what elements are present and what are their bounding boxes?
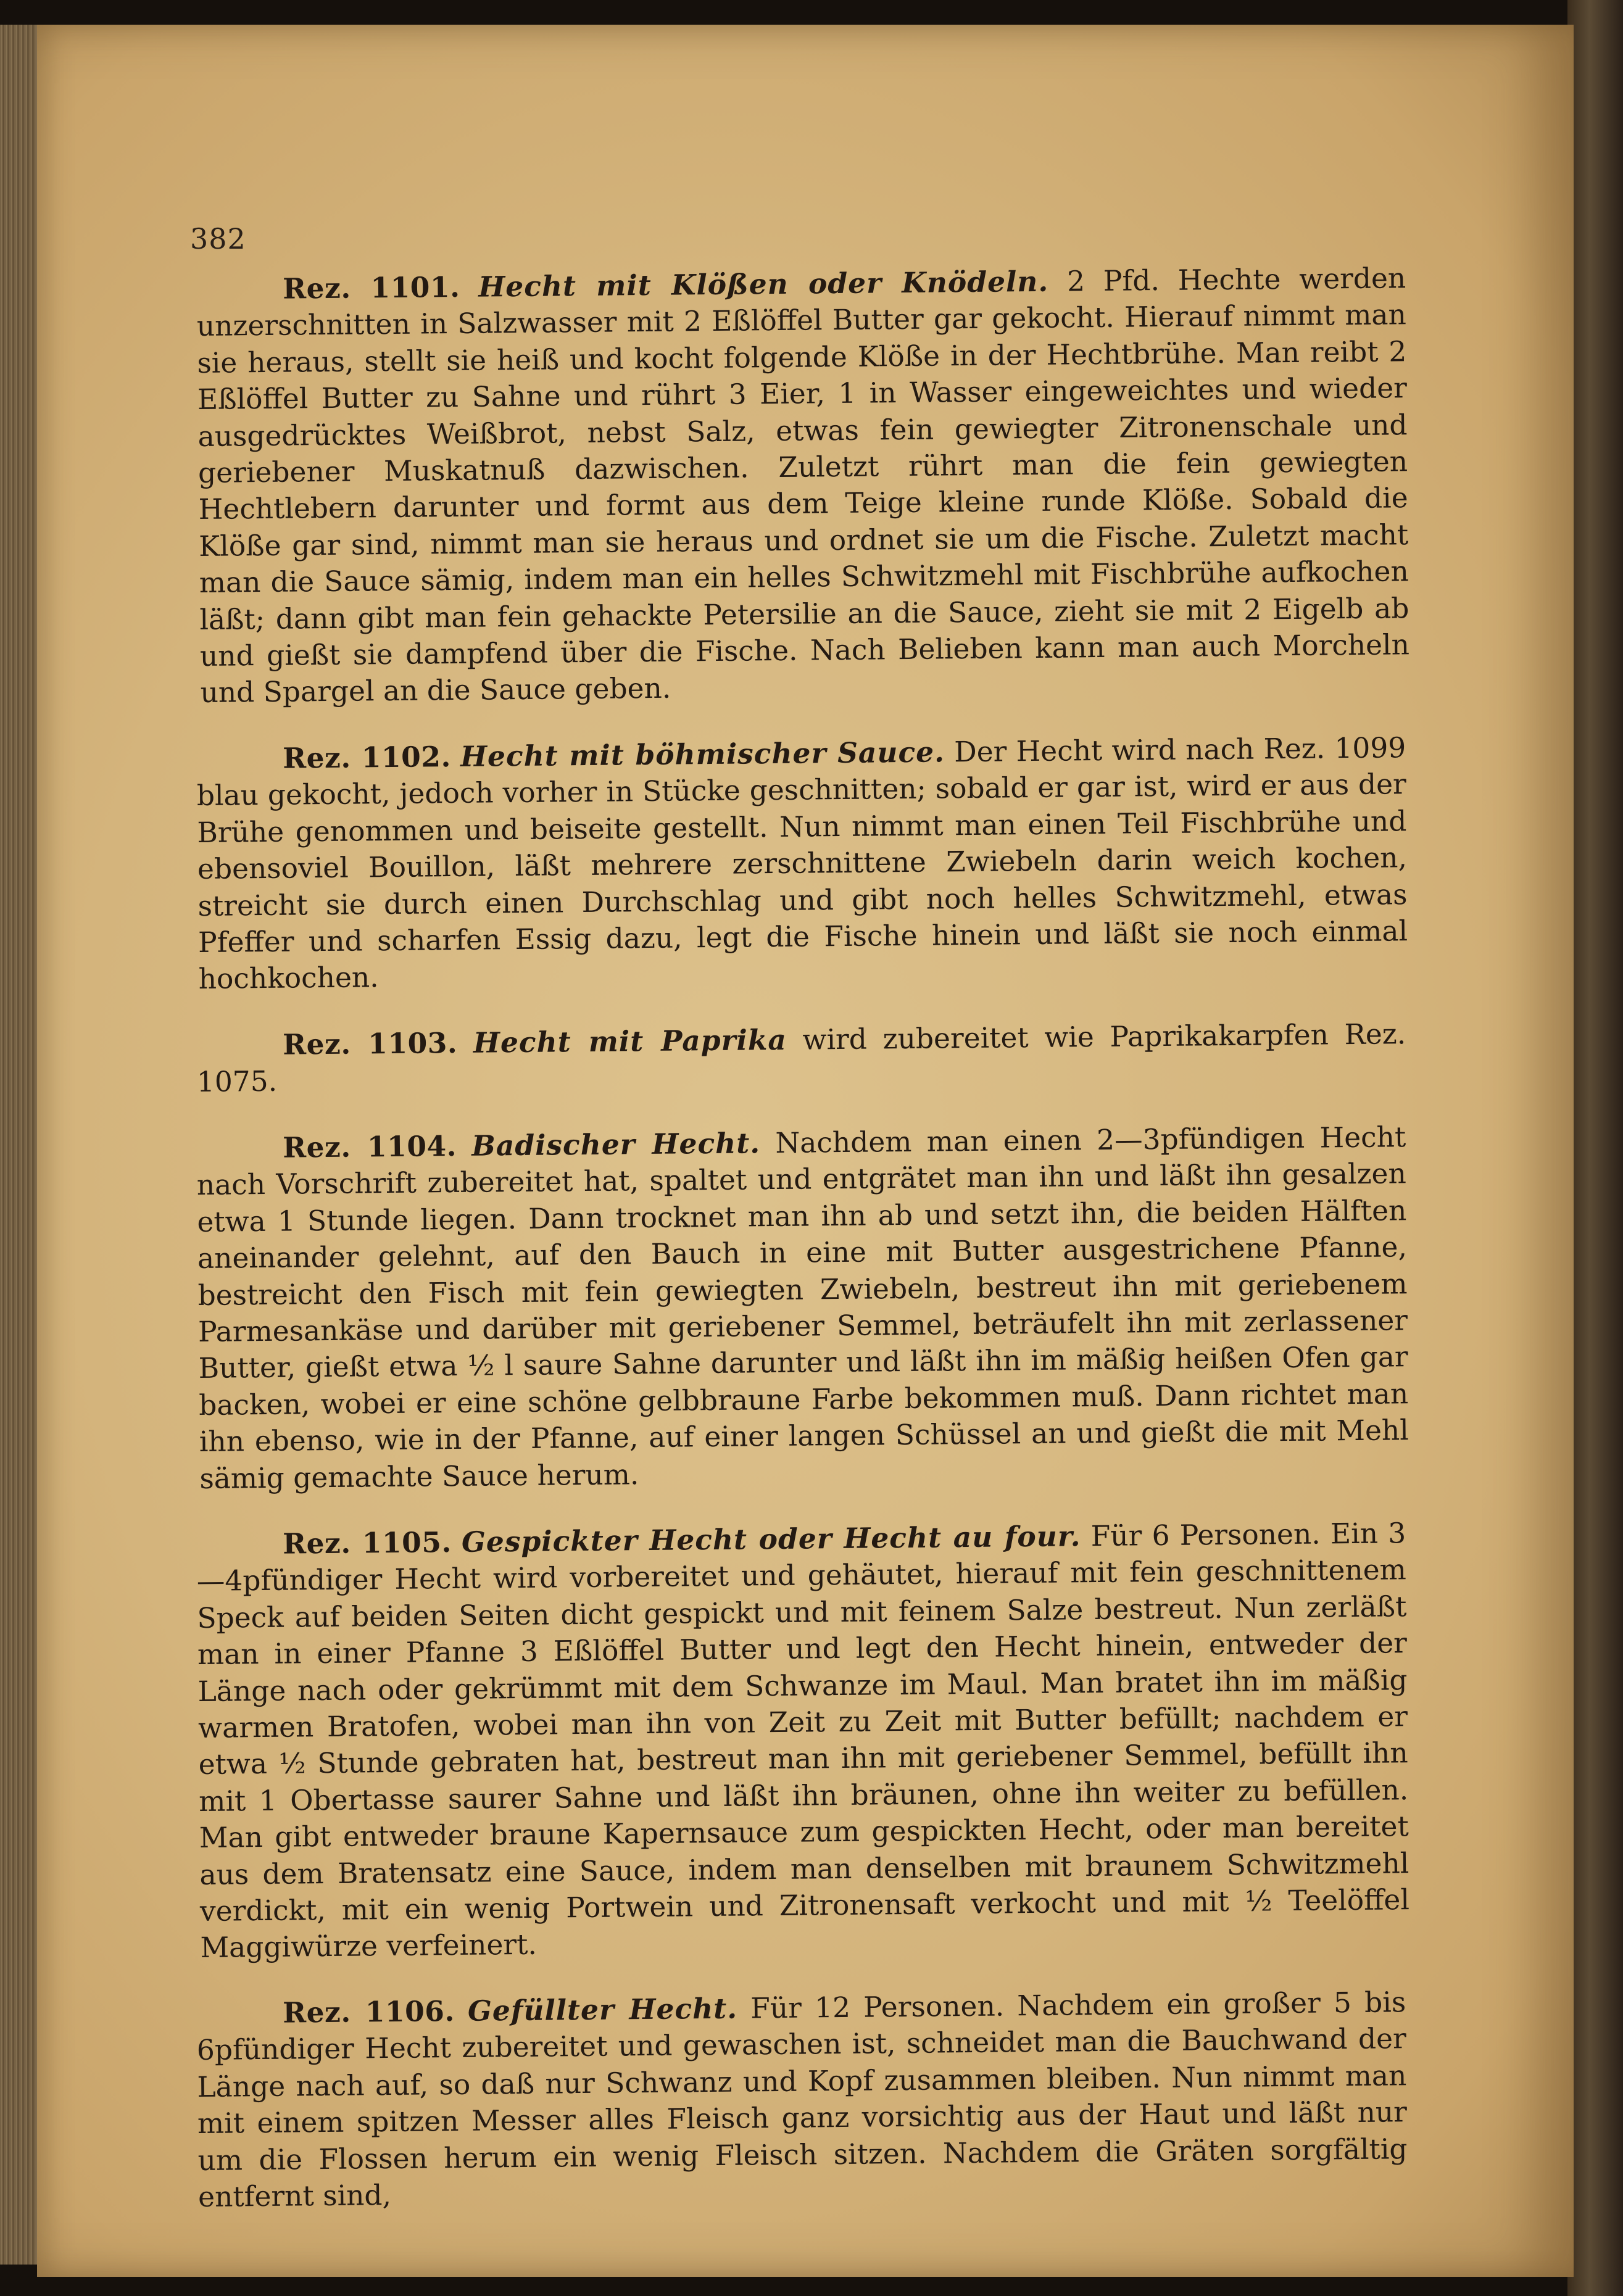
recipe-number: Rez. 1105. <box>283 1525 452 1560</box>
recipe-1104 <box>196 1119 1409 1497</box>
book-spine <box>1567 0 1623 2296</box>
recipe-title: Badischer Hecht. <box>471 1125 761 1163</box>
recipe-title: Hecht mit Paprika <box>473 1022 787 1059</box>
recipe-body: Für 6 Personen. Ein 3—4pfündiger Hecht wird vorbereitet und gehäutet, hierauf mit fein geschnittenem Speck auf beiden Seiten dicht gespickt und mit feinem Salze bestreut. Nun zerläßt man in einer Pfanne 3 Eßlöffel Butter und legt den Hecht hinein, entweder der Länge nach oder gekrümmt mit dem Schwanze im Maul. Man bratet ihn im mäßig warmen Bratofen, wobei man ihn von Zeit zu Zeit mit Butter befüllt; nachdem er etwa ½ Stunde gebraten hat, bestreut man ihn mit geriebener Semmel, befüllt ihn mit 1 Obertasse saurer Sahne und läßt ihn bräunen, ohne ihn weiter zu befüllen. Man gibt entweder braune Kapernsauce zum gespickten Hecht, oder man bereitet aus dem Bratensatz eine Sauce, indem man denselben mit braunem Schwitzmehl verdickt, mit ein wenig Portwein und Zitronensaft verkocht und mit ½ Teelöffel Maggiwürze verfeinert. <box>196 1516 1410 1965</box>
recipe-body: 2 Pfd. Hechte werden unzerschnitten in Salzwasser mit 2 Eßlöffel Butter gar gekocht. Hierauf nimmt man sie heraus, stellt sie heiß und kocht folgende Klöße in der Hechtbrühe. Man reibt 2 Eßlöffel Butter zu Sahne und rührt 3 Eier, 1 in Wasser eingeweichtes und wieder ausgedrücktes Weißbrot, nebst Salz, etwas fein gewiegter Zitronenschale und geriebener Muskatnuß dazwischen. Zuletzt rührt man die fein gewiegten Hechtlebern darunter und formt aus dem Teige kleine runde Klöße. Sobald die Klöße gar sind, nimmt man sie heraus und ordnet sie um die Fische. Zuletzt macht man die Sauce sämig, indem man ein helles Schwitzmehl mit Fischbrühe aufkochen läßt; dann gibt man fein gehackte Petersilie an die Sauce, zieht sie mit 2 Eigelb ab und gießt sie dampfend über die Fische. Nach Belieben kann man auch Morcheln und Spargel an die Sauce geben. <box>196 262 1410 710</box>
recipe-1106 <box>196 1984 1408 2216</box>
recipe-1101 <box>196 260 1410 711</box>
recipe-number: Rez. 1102. <box>283 739 452 775</box>
recipe-text-block <box>196 262 1410 2245</box>
recipe-number: Rez. 1106. <box>283 1994 455 2030</box>
recipe-number: Rez. 1104. <box>283 1129 457 1164</box>
recipe-1105 <box>196 1515 1410 1967</box>
recipe-1102 <box>196 729 1408 998</box>
recipe-title: Hecht mit Klößen oder Knödeln. <box>478 264 1049 304</box>
recipe-title: Gespickter Hecht oder Hecht au four. <box>461 1519 1081 1559</box>
recipe-number: Rez. 1101. <box>283 270 460 305</box>
page-number: 382 <box>190 222 246 255</box>
recipe-body: Nachdem man einen 2—3pfündigen Hecht nach Vorschrift zubereitet hat, spaltet und entgrätet man ihn und läßt ihn gesalzen etwa 1 Stunde liegen. Dann trocknet man ihn ab und setzt ihn, die beiden Hälften aneinander gelehnt, auf den Bauch in eine mit Butter ausgestrichene Pfanne, bestreicht den Fisch mit fein gewiegten Zwiebeln, bestreut ihn mit geriebenem Parmesankäse und darüber mit geriebener Semmel, beträufelt ihn mit zerlassener Butter, gießt etwa ½ l saure Sahne darunter und läßt ihn im mäßig heißen Ofen gar backen, wobei er eine schöne gelbbraune Farbe bekommen muß. Dann richtet man ihn ebenso, wie in der Pfanne, auf einer langen Schüssel an und gießt die mit Mehl sämig gemachte Sauce herum. <box>196 1120 1409 1495</box>
recipe-body: wird zubereitet wie Paprikakarpfen Rez. 1075. <box>196 1017 1406 1099</box>
recipe-body: Der Hecht wird nach Rez. 1099 blau gekocht, jedoch vorher in Stücke geschnitten; sobald er gar ist, wird er aus der Brühe genommen und beiseite gestellt. Nun nimmt man einen Teil Fischbrühe und ebensoviel Bouillon, läßt mehrere zerschnittene Zwiebeln darin weich kochen, streicht sie durch einen Durchschlag und gibt noch helles Schwitzmehl, etwas Pfeffer und scharfen Essig dazu, legt die Fische hinein und läßt sie noch einmal hochkochen. <box>196 731 1408 996</box>
recipe-title: Hecht mit böhmischer Sauce. <box>460 735 945 773</box>
recipe-body: Für 12 Personen. Nachdem ein großer 5 bis 6pfündiger Hecht zubereitet und gewaschen ist, schneidet man die Bauchwand der Länge nach auf, so daß nur Schwanz und Kopf zusammen bleiben. Nun nimmt man mit einem spitzen Messer alles Fleisch ganz vorsichtig aus der Haut und läßt nur um die Flossen herum ein wenig Fleisch sitzen. Nachdem die Gräten sorgfältig entfernt sind, <box>196 1986 1408 2214</box>
recipe-number: Rez. 1103. <box>283 1026 458 1061</box>
recipe-title: Gefüllter Hecht. <box>467 1992 738 2028</box>
recipe-1103 <box>196 1016 1406 1101</box>
